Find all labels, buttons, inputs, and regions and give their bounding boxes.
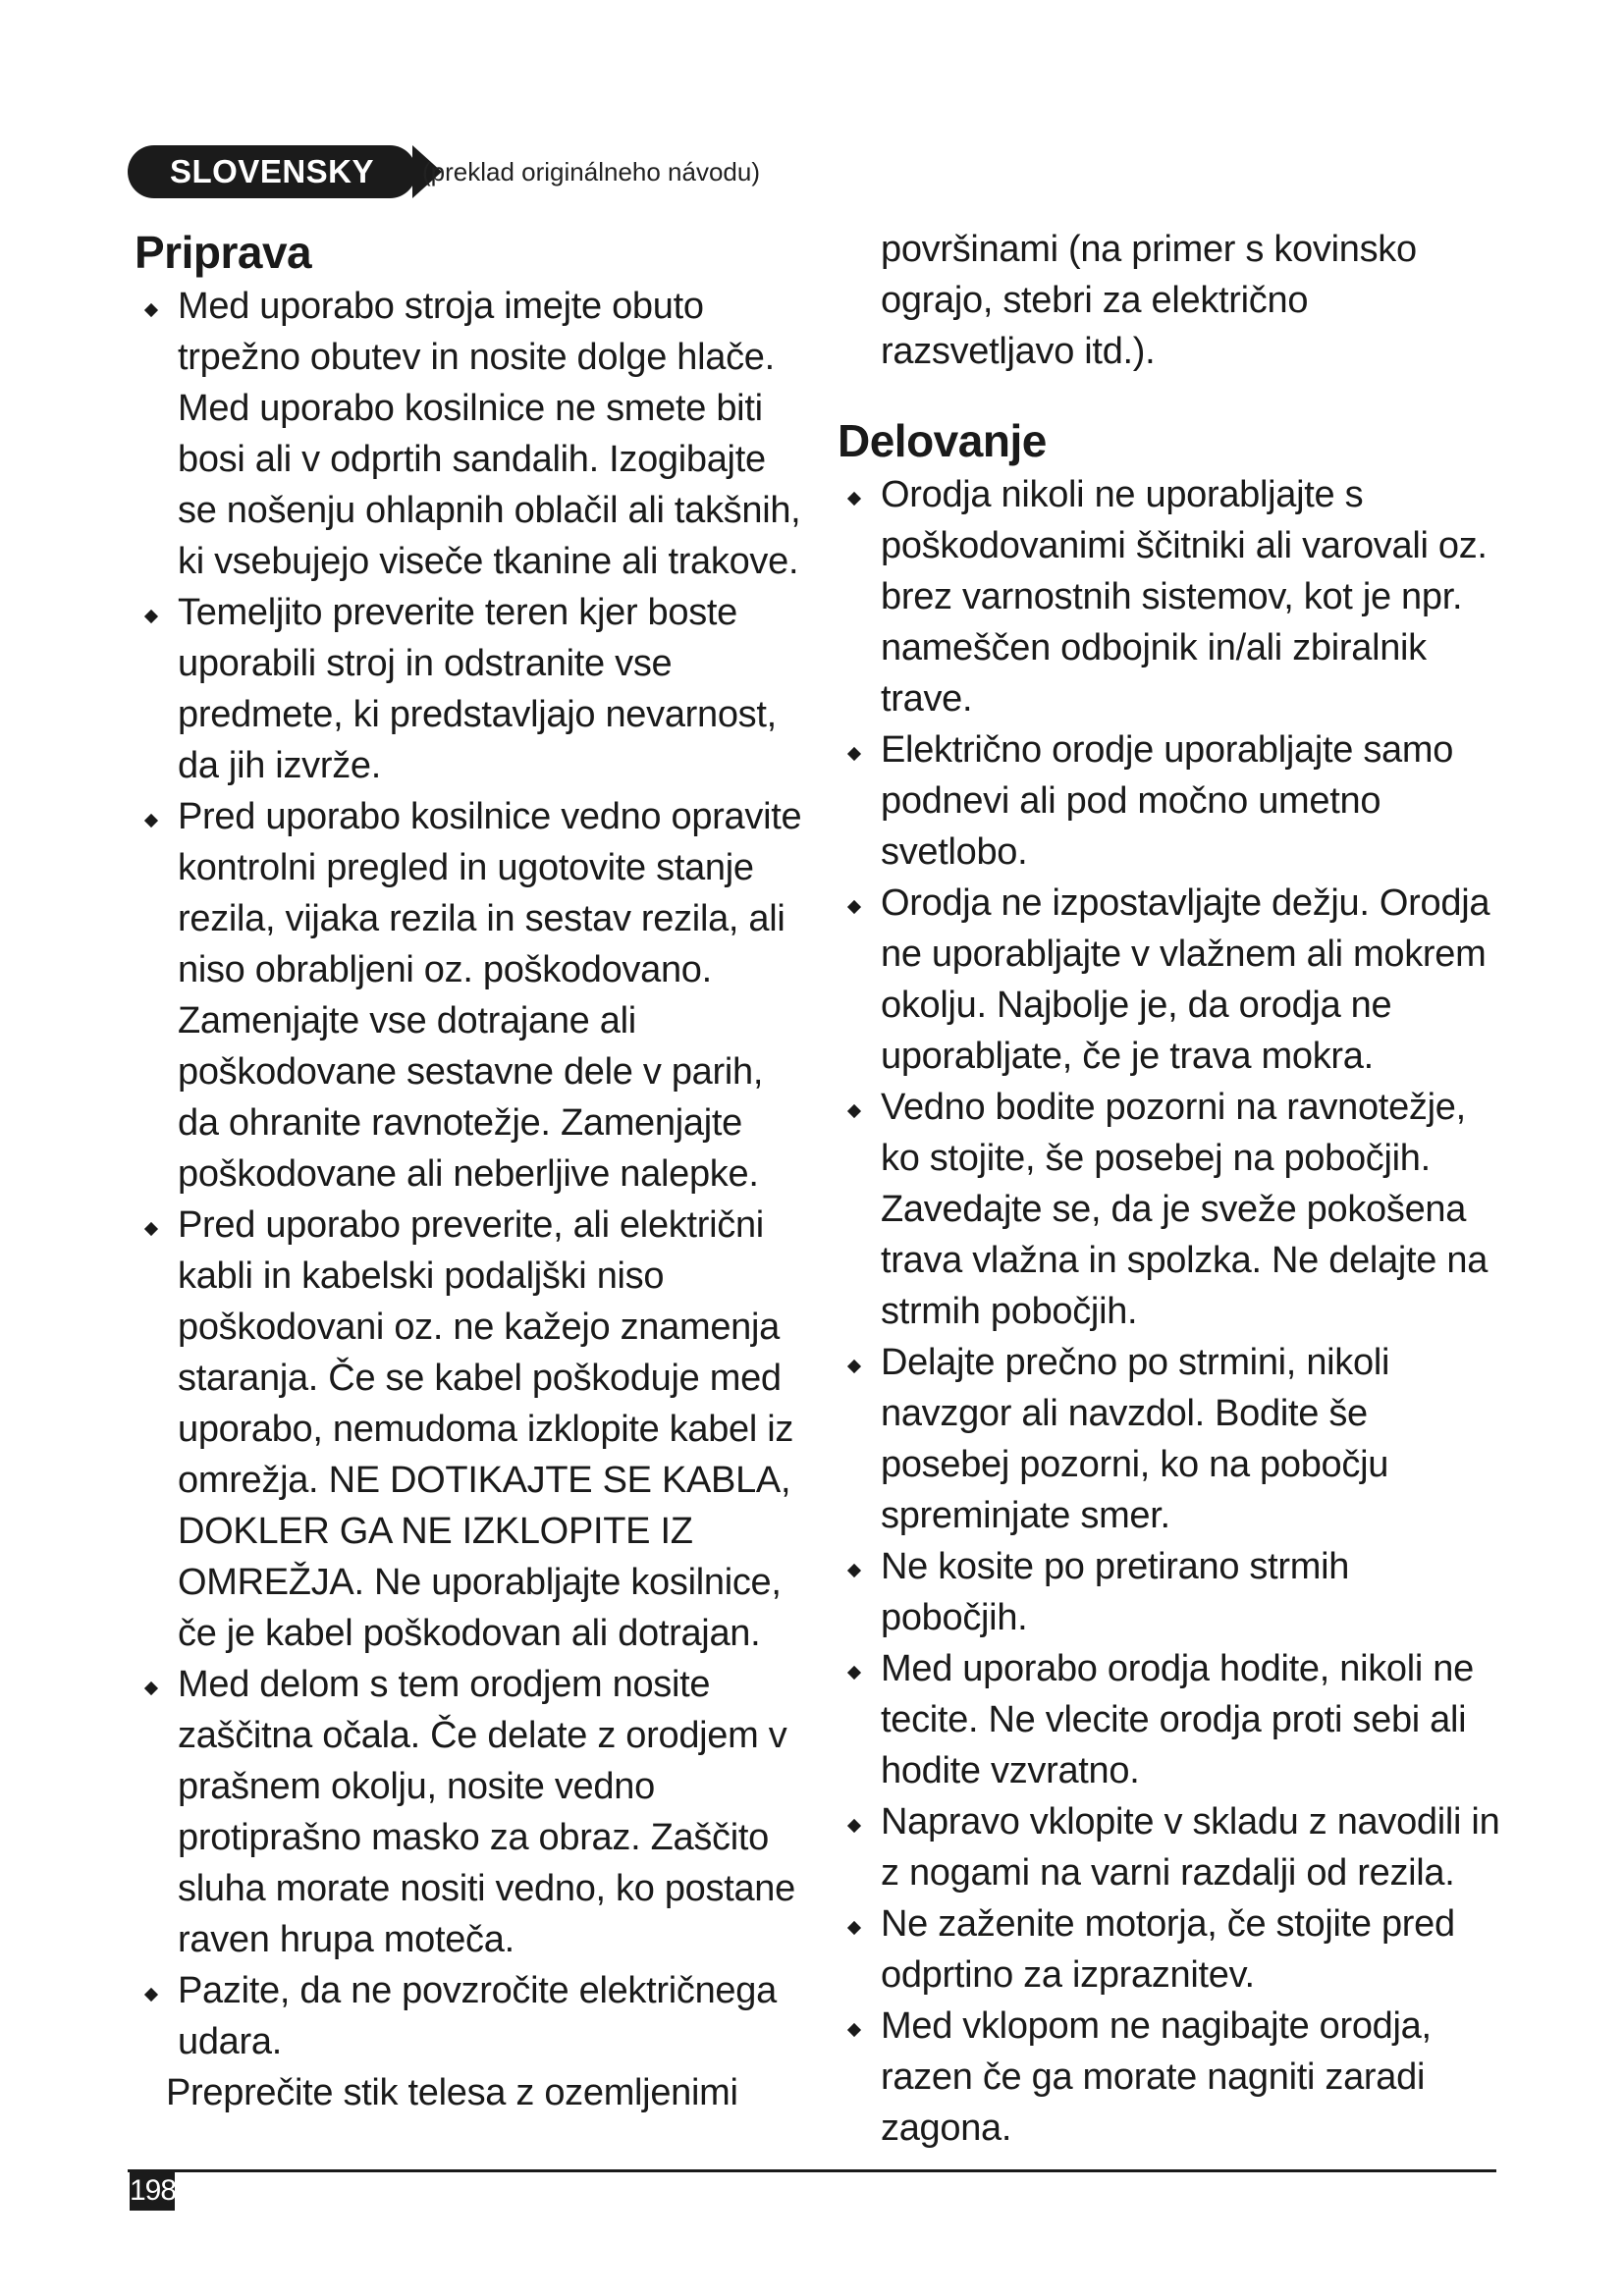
left-column: [135, 224, 802, 2118]
section-heading-priprava: Priprava: [135, 227, 312, 278]
list-item: Temeljito preverite teren kjer boste uporabili stroj in odstranite vse predmete, ki predstavljajo nevarnost, da jih izvrže.: [135, 587, 802, 791]
list-item: Med uporabo orodja hodite, nikoli ne tecite. Ne vlecite orodja proti sebi ali hodite vzvratno.: [838, 1643, 1505, 1796]
list-item: Vedno bodite pozorni na ravnotežje, ko stojite, še posebej na pobočjih. Zavedajte se, da je sveže pokošena trava vlažna in spolzka. Ne delajte na strmih pobočjih.: [838, 1082, 1505, 1337]
list-item: Delajte prečno po strmini, nikoli navzgor ali navzdol. Bodite še posebej pozorni, ko na pobočju spreminjate smer.: [838, 1337, 1505, 1541]
list-item: Pred uporabo kosilnice vedno opravite kontrolni pregled in ugotovite stanje rezila, vijaka rezila in sestav rezila, ali niso obrabljeni oz. poškodovano. Zamenjajte vse dotrajane ali poškodovane sestavne dele v parih, da ohranite ravnotežje. Zamenjajte poškodovane ali neberljive nalepke.: [135, 791, 802, 1200]
translation-note: (preklad originálneho návodu): [422, 157, 761, 187]
list-item: Pred uporabo preverite, ali električni kabli in kabelski podaljški niso poškodovani oz. ne kažejo znamenja staranja. Če se kabel poškoduje med uporabo, nemudoma izklopite kabel iz omrežja. NE DOTIKAJTE SE KABLA, DOKLER GA NE IZKLOPITE IZ OMREŽJA. Ne uporabljajte kosilnice, če je kabel poškodovan ali dotrajan.: [135, 1200, 802, 1659]
right-column: [838, 224, 1505, 2154]
list-item: Ne zaženite motorja, če stojite pred odprtino za izpraznitev.: [838, 1898, 1505, 2001]
paragraph-continued: površinami (na primer s kovinsko ograjo, stebri za električno razsvetljavo itd.).: [881, 229, 1417, 372]
footer-divider: [128, 2169, 1496, 2172]
list-item: Ne kosite po pretirano strmih pobočjih.: [838, 1541, 1505, 1643]
list-item: Orodja nikoli ne uporabljajte s poškodovanimi ščitniki ali varovali oz. brez varnostnih sistemov, kot je npr. nameščen odbojnik in/ali zbiralnik trave.: [838, 469, 1505, 724]
list-item: Med delom s tem orodjem nosite zaščitna očala. Če delate z orodjem v prašnem okolju, nosite vedno protiprašno masko za obraz. Zaščito sluha morate nositi vedno, ko postane raven hrupa moteča.: [135, 1659, 802, 1965]
paragraph-continuation: Preprečite stik telesa z ozemljenimi: [166, 2072, 738, 2113]
list-item: Električno orodje uporabljajte samo podnevi ali pod močno umetno svetlobo.: [838, 724, 1505, 878]
list-item: Med vklopom ne nagibajte orodja, razen če ga morate nagniti zaradi zagona.: [838, 2001, 1505, 2154]
section-heading-delovanje: Delovanje: [838, 415, 1047, 466]
priprava-list: [135, 281, 802, 2067]
delovanje-list: [838, 469, 1505, 2154]
language-label: SLOVENSKY: [169, 153, 375, 189]
list-item: Pazite, da ne povzročite električnega udara.: [135, 1965, 802, 2067]
list-item: Napravo vklopite v skladu z navodili in z nogami na varni razdalji od rezila.: [838, 1796, 1505, 1898]
list-item: Med uporabo stroja imejte obuto trpežno obutev in nosite dolge hlače. Med uporabo kosilnice ne smete biti bosi ali v odprtih sandalih. Izogibajte se nošenju ohlapnih oblačil ali takšnih, ki vsebujejo viseče tkanine ali trakove.: [135, 281, 802, 587]
page-number: 198: [130, 2171, 175, 2211]
list-item: Orodja ne izpostavljajte dežju. Orodja ne uporabljajte v vlažnem ali mokrem okolju. Najbolje je, da orodja ne uporabljate, če je trava mokra.: [838, 878, 1505, 1082]
